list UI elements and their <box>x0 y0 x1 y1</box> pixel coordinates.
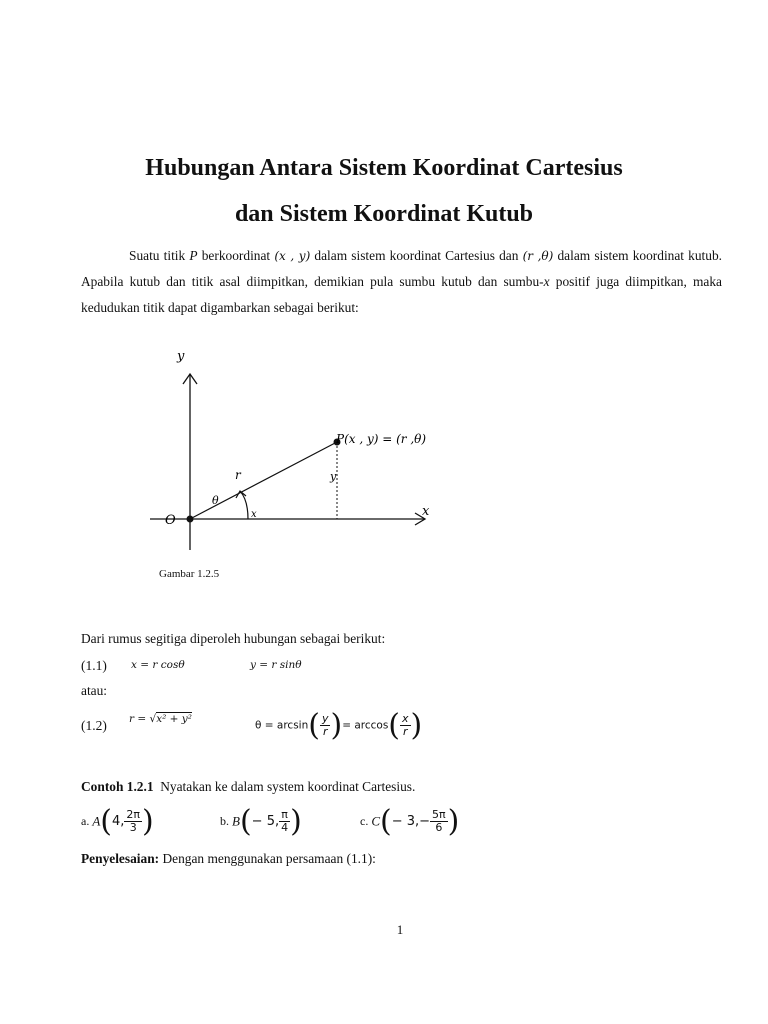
radius-line <box>190 442 337 519</box>
x-segment-label: x <box>251 509 257 520</box>
page-title-line-1: Hubungan Antara Sistem Koordinat Cartesius <box>145 155 623 181</box>
eq-1-2-theta: θ = arcsin( $\frac{y}{r}$ )= arccos( $\frac{x}{r}$ ) <box>255 708 423 743</box>
page-number: 1 <box>396 922 404 937</box>
intro-text-3: dalam sistem koordinat Cartesius dan <box>314 248 519 263</box>
penyelesaian-line <box>81 851 376 867</box>
intro-paragraph <box>81 243 722 321</box>
intro-text-5: positif juga diimpitkan, maka kedudukan titik dapat digambarkan sebagai berikut: <box>81 274 722 315</box>
intro-text-2: berkoordinat <box>201 248 271 263</box>
eq-frac-1: $\frac{y}{r}$ <box>321 712 329 738</box>
point-p-label: P(x , y) = (r ,θ) <box>336 432 427 446</box>
contoh-label: Contoh 1.2.1 <box>81 779 154 794</box>
eq-theta-mid: = arccos <box>342 719 389 732</box>
figure-caption: Gambar 1.2.5 <box>159 568 220 580</box>
eq-r-radicand: x² + y² <box>156 713 192 725</box>
coordinate-figure <box>140 340 460 570</box>
page-title-line-2: dan Sistem Koordinat Kutub <box>234 201 534 227</box>
intro-text-4: dalam sistem koordinat kutub. Apabila kutub dan titik asal diimpitkan, demikian pula sumbu kutub dan sumbu- <box>81 248 723 289</box>
angle-arc <box>240 491 248 519</box>
eq-1-2-number: (1.2) <box>81 718 107 733</box>
penyelesaian-text: Dengan menggunakan persamaan (1.1): <box>162 851 376 866</box>
eq-1-2-r: r = √x² + y² <box>129 713 192 725</box>
eq-theta-left: θ = arcsin <box>255 719 309 732</box>
intro-text-1: Suatu titik <box>129 248 186 263</box>
intro-xy: (x , y) <box>274 249 311 263</box>
origin-point <box>187 516 194 523</box>
eq-frac-2: $\frac{x}{r}$ <box>402 712 409 738</box>
eq-1-1-x: x = r cosθ <box>131 659 185 671</box>
y-axis-label: y <box>177 349 185 364</box>
contoh-line <box>81 779 415 795</box>
x-axis-label: x <box>422 504 430 519</box>
item-a: a. A(4, $\frac{2\pi}{3}$ ) <box>81 804 154 839</box>
intro-x: x <box>543 274 550 289</box>
eq-r-left: r = <box>129 713 147 725</box>
item-b: b. B(− 5, $\frac{\pi}{4}$ ) <box>220 804 302 839</box>
eq-1-1-number: (1.1) <box>81 658 107 673</box>
intro-point-p: P <box>189 248 198 263</box>
penyelesaian-label: Penyelesaian: <box>81 851 160 866</box>
y-segment-label: y <box>330 470 337 483</box>
intro-rtheta: (r ,θ) <box>522 249 554 263</box>
eq-1-1-y: y = r sinθ <box>250 659 302 671</box>
atau-text: atau: <box>81 683 108 698</box>
r-label: r <box>235 468 241 482</box>
item-c: c. C(− 3,− $\frac{5\pi}{6}$ ) <box>360 804 460 839</box>
theta-label: θ <box>212 494 219 507</box>
rumus-text: Dari rumus segitiga diperoleh hubungan sebagai berikut: <box>81 631 386 646</box>
contoh-text: Nyatakan ke dalam system koordinat Cartesius. <box>160 779 416 794</box>
origin-label: O <box>165 513 176 528</box>
